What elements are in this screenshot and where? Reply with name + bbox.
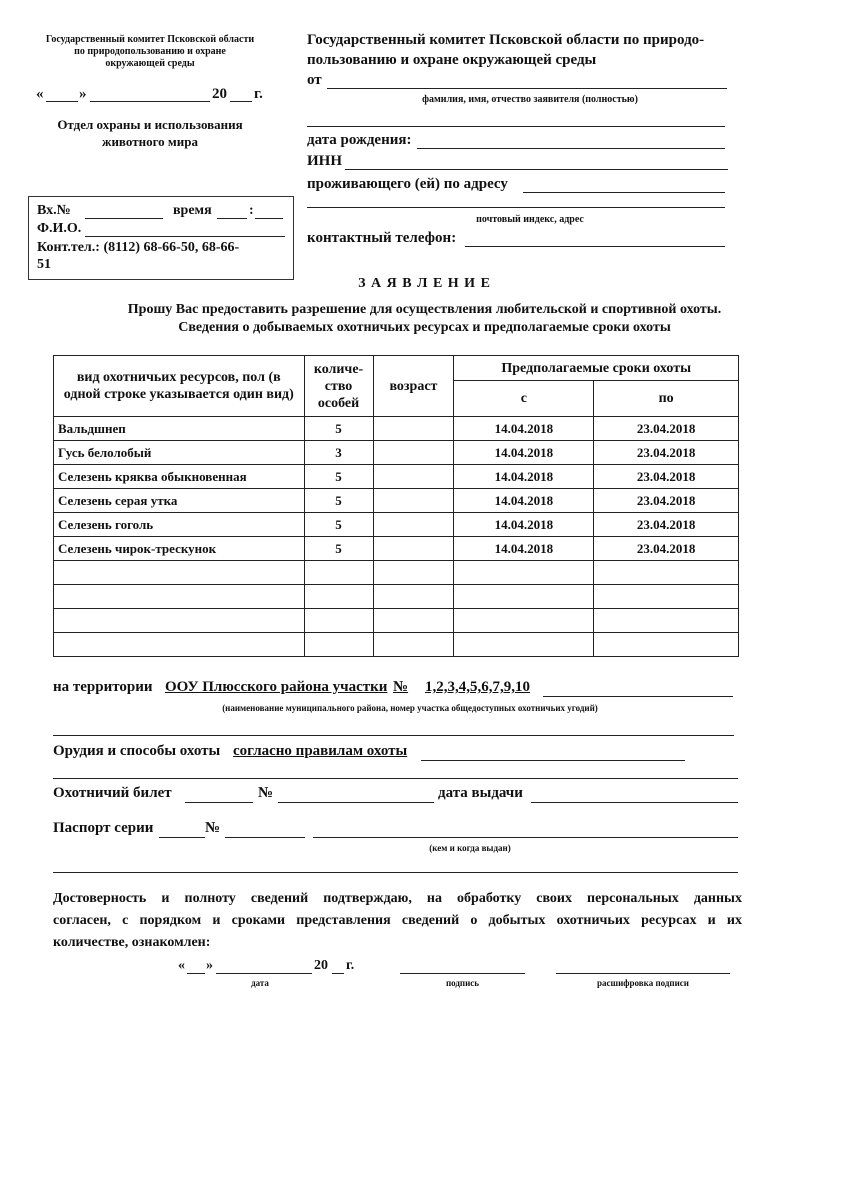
territory-value[interactable]: ООУ Плюсского района участки <box>165 679 388 695</box>
table-row-empty <box>54 561 739 585</box>
table-row <box>54 537 739 561</box>
registration-stamp-box <box>28 196 294 280</box>
cell-species[interactable] <box>54 585 305 609</box>
cell-count[interactable]: 3 <box>304 441 373 465</box>
cell-species[interactable] <box>54 609 305 633</box>
birth-date-row: дата рождения: <box>307 132 732 150</box>
registration-date-field[interactable]: « » 20 г. <box>36 86 263 102</box>
cell-age[interactable] <box>373 537 454 561</box>
cell-from[interactable]: 14.04.2018 <box>454 465 594 489</box>
table-row <box>54 465 739 489</box>
passport-row: Паспорт серии № <box>53 820 743 840</box>
table-row <box>54 441 739 465</box>
territory-caption: (наименование муниципального района, номер участка общедоступных охотничьих угодий) <box>222 703 598 713</box>
inn-field[interactable] <box>345 169 728 170</box>
cell-to[interactable]: 23.04.2018 <box>594 441 739 465</box>
intro-line-2: Сведения о добываемых охотничьих ресурсах и предполагаемые сроки охоты <box>178 320 671 335</box>
applicant-name-field[interactable] <box>327 88 727 89</box>
cell-to[interactable]: 23.04.2018 <box>594 537 739 561</box>
cell-from[interactable]: 14.04.2018 <box>454 489 594 513</box>
tools-value[interactable]: согласно правилам охоты <box>233 743 408 759</box>
signature-field[interactable] <box>400 973 525 974</box>
address-row: проживающего (ей) по адресу <box>307 176 732 194</box>
passport-number-field[interactable] <box>225 837 305 838</box>
left-org-line: Государственный комитет Псковской области <box>45 34 255 45</box>
passport-field-2[interactable] <box>53 872 738 873</box>
cell-age[interactable] <box>373 513 454 537</box>
header-species: вид охотничьих ресурсов, пол (в одной строке указывается один вид) <box>54 356 305 417</box>
cell-to[interactable] <box>594 561 739 585</box>
territory-row: на территории ООУ Плюсского района участки № 1,2,3,4,5,6,7,9,10 <box>53 679 743 699</box>
cell-age[interactable] <box>373 585 454 609</box>
cell-from[interactable]: 14.04.2018 <box>454 417 594 441</box>
cell-count[interactable]: 5 <box>304 465 373 489</box>
addressee: Государственный комитет Псковской области по природо- пользованию и охране окружающей среды <box>307 32 705 68</box>
cell-age[interactable] <box>373 609 454 633</box>
cell-count[interactable]: 5 <box>304 417 373 441</box>
cell-to[interactable]: 23.04.2018 <box>594 417 739 441</box>
territory-plots[interactable]: 1,2,3,4,5,6,7,9,10 <box>425 679 530 695</box>
header-age: возраст <box>373 356 454 417</box>
cell-from[interactable]: 14.04.2018 <box>454 537 594 561</box>
signature-decoding-field[interactable] <box>556 973 730 974</box>
consent-line-2: согласен, с порядком и сроками представления сведений о добытых охотничьих ресурсах и их <box>53 913 742 928</box>
cell-to[interactable]: 23.04.2018 <box>594 489 739 513</box>
header-to: по <box>594 381 739 417</box>
applicant-name-caption: фамилия, имя, отчество заявителя (полностью) <box>422 94 638 105</box>
table-row <box>54 489 739 513</box>
table-row-empty <box>54 633 739 657</box>
signature-caption: подпись <box>445 978 480 988</box>
applicant-name-field-2[interactable] <box>307 126 725 127</box>
cell-species[interactable]: Селезень серая утка <box>54 489 305 513</box>
cell-from[interactable]: 14.04.2018 <box>454 513 594 537</box>
consent-line-3: количестве, ознакомлен: <box>53 935 211 950</box>
from-row: от <box>307 72 732 90</box>
intro-line-1: Прошу Вас предоставить разрешение для осуществления любительской и спортивной охоты. <box>127 302 722 317</box>
fio-field[interactable] <box>85 236 285 237</box>
table-row <box>54 417 739 441</box>
table-row <box>54 513 739 537</box>
incoming-number-row: Вх.№ время : <box>37 203 287 221</box>
left-org-line: по природопользованию и охране <box>74 46 226 57</box>
left-org-line: окружающей среды <box>105 58 195 69</box>
address-caption: почтовый индекс, адрес <box>476 214 584 225</box>
date-caption: дата <box>251 978 269 988</box>
fio-row: Ф.И.О. <box>37 221 287 239</box>
cell-species[interactable] <box>54 561 305 585</box>
hunting-ticket-row: Охотничий билет № дата выдачи <box>53 785 743 805</box>
territory-field-2[interactable] <box>53 735 734 736</box>
cell-age[interactable] <box>373 417 454 441</box>
cell-count[interactable] <box>304 561 373 585</box>
left-org-name <box>20 34 280 70</box>
incoming-number-field[interactable] <box>85 218 163 219</box>
tools-field-2[interactable] <box>53 778 738 779</box>
document-title: З А Я В Л Е Н И Е <box>358 276 491 291</box>
passport-series-field[interactable] <box>159 837 205 838</box>
cell-age[interactable] <box>373 633 454 657</box>
contact-phones: Конт.тел.: (8112) 68-66-50, 68-66- 51 <box>37 240 240 272</box>
cell-count[interactable] <box>304 609 373 633</box>
cell-count[interactable]: 5 <box>304 513 373 537</box>
cell-from[interactable] <box>454 561 594 585</box>
cell-age[interactable] <box>373 441 454 465</box>
decoding-caption: расшифровка подписи <box>597 978 689 988</box>
cell-species[interactable]: Селезень чирок-трескунок <box>54 537 305 561</box>
table-row-empty <box>54 609 739 633</box>
cell-count[interactable] <box>304 633 373 657</box>
table-header-row <box>54 356 739 381</box>
cell-count[interactable]: 5 <box>304 537 373 561</box>
cell-count[interactable] <box>304 585 373 609</box>
header-period: Предполагаемые сроки охоты <box>454 356 739 381</box>
phone-row: контактный телефон: <box>307 230 732 248</box>
cell-from[interactable] <box>454 609 594 633</box>
cell-from[interactable] <box>454 585 594 609</box>
birth-date-field[interactable] <box>417 148 725 149</box>
cell-from[interactable]: 14.04.2018 <box>454 441 594 465</box>
address-field[interactable] <box>523 192 725 193</box>
cell-species[interactable]: Селезень гоголь <box>54 513 305 537</box>
cell-species[interactable]: Гусь белолобый <box>54 441 305 465</box>
cell-count[interactable]: 5 <box>304 489 373 513</box>
hunting-ticket-number-field[interactable] <box>278 802 434 803</box>
header-from: с <box>454 381 594 417</box>
cell-to[interactable] <box>594 585 739 609</box>
signature-date-field[interactable]: « » 20 г. <box>178 958 355 973</box>
cell-to[interactable] <box>594 633 739 657</box>
inn-row: ИНН <box>307 153 732 171</box>
cell-age[interactable] <box>373 489 454 513</box>
cell-to[interactable]: 23.04.2018 <box>594 513 739 537</box>
phone-field[interactable] <box>465 246 725 247</box>
cell-to[interactable] <box>594 609 739 633</box>
table-row-empty <box>54 585 739 609</box>
consent-line-1: Достоверность и полноту сведений подтверждаю, на обработку своих персональных данных <box>53 891 742 906</box>
tools-row: Орудия и способы охоты согласно правилам охоты <box>53 743 743 763</box>
cell-species[interactable]: Селезень кряква обыкновенная <box>54 465 305 489</box>
passport-caption: (кем и когда выдан) <box>429 843 511 853</box>
hunting-resources-table <box>53 355 739 657</box>
cell-to[interactable]: 23.04.2018 <box>594 465 739 489</box>
hunting-ticket-series-field[interactable] <box>185 802 253 803</box>
cell-species[interactable] <box>54 633 305 657</box>
passport-issued-field[interactable] <box>313 837 738 838</box>
address-field-2[interactable] <box>307 207 725 208</box>
department-name: Отдел охраны и использования животного мира <box>57 117 243 149</box>
cell-age[interactable] <box>373 465 454 489</box>
header-count: количе-ство особей <box>304 356 373 417</box>
cell-age[interactable] <box>373 561 454 585</box>
cell-species[interactable]: Вальдшнеп <box>54 417 305 441</box>
cell-from[interactable] <box>454 633 594 657</box>
hunting-ticket-date-field[interactable] <box>531 802 738 803</box>
time-hours-field[interactable] <box>217 218 247 219</box>
time-minutes-field[interactable] <box>255 218 283 219</box>
